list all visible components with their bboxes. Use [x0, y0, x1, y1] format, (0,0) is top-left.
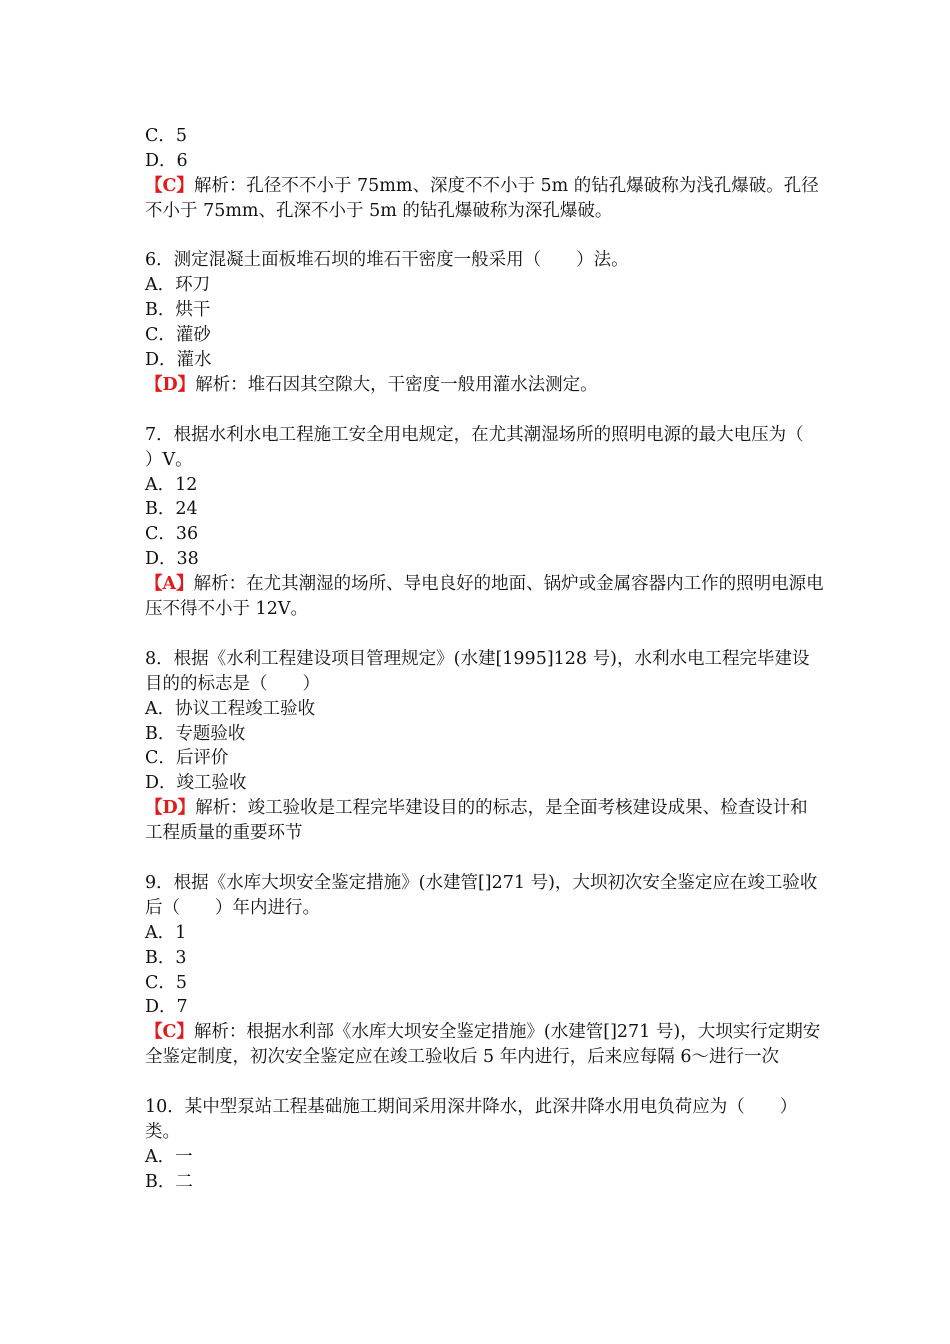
explanation-text: 解析：在尤其潮湿的场所、导电良好的地面、锅炉或金属容器内工作的照明电源电压不得不小于 12V。 [145, 574, 824, 620]
explanation-text: 解析：孔径不不小于 75mm、深度不不小于 5m 的钻孔爆破称为浅孔爆破。孔径不小于 75mm、孔深不小于 5m 的钻孔爆破称为深孔爆破。 [145, 175, 819, 221]
question-6 [145, 248, 825, 397]
option-b: B．烘干 [145, 300, 211, 321]
question-5-tail [145, 124, 825, 224]
answer-explanation [145, 373, 825, 398]
question-stem: 6．测定混凝土面板堆石坝的堆石干密度一般采用（ ）法。 [145, 250, 629, 271]
option-c: C．5 [145, 126, 188, 146]
option-c: C．灌砂 [145, 325, 211, 346]
answer-tag: 【A】 [145, 574, 194, 595]
question-stem: 8．根据《水利工程建设项目管理规定》(水建[1995]128 号)，水利水电工程完毕建设目的的标志是（ ） [145, 648, 810, 694]
option-d: D．6 [145, 150, 188, 171]
question-stem: 9．根据《水库大坝安全鉴定措施》(水建管[]271 号)，大坝初次安全鉴定应在竣工验收后（ ）年内进行。 [145, 872, 818, 918]
answer-explanation [145, 174, 825, 224]
option-a: A．1 [145, 922, 187, 943]
question-8 [145, 647, 825, 846]
option-a: A．协议工程竣工验收 [145, 698, 316, 719]
explanation-text: 解析：堆石因其空隙大，干密度一般用灌水法测定。 [195, 374, 598, 395]
option-c: C．5 [145, 972, 188, 993]
question-9 [145, 871, 825, 1070]
question-stem: 10．某中型泵站工程基础施工期间采用深井降水，此深井降水用电负荷应为（ ）类。 [145, 1096, 798, 1142]
question-10 [145, 1095, 825, 1195]
option-a: A．环刀 [145, 275, 211, 296]
option-d: D．灌水 [145, 350, 212, 371]
question-stem: 7．根据水利水电工程施工安全用电规定，在尤其潮湿场所的照明电源的最大电压为（ ）V。 [145, 424, 839, 470]
option-b: B．二 [145, 1171, 193, 1192]
option-b: B．3 [145, 947, 187, 968]
explanation-text: 解析：根据水利部《水库大坝安全鉴定措施》(水建管[]271 号)，大坝实行定期安全鉴定制度，初次安全鉴定应在竣工验收后 5 年内进行，后来应每隔 6～进行一次 [145, 1022, 821, 1068]
option-d: D．7 [145, 997, 188, 1018]
document-page [145, 124, 839, 1195]
option-a: A．12 [145, 474, 198, 495]
option-a: A．一 [145, 1146, 193, 1167]
question-7 [145, 423, 839, 622]
answer-explanation [145, 796, 825, 846]
option-b: B．专题验收 [145, 723, 246, 744]
option-c: C．36 [145, 524, 199, 545]
option-c: C．后评价 [145, 748, 229, 769]
option-d: D．竣工验收 [145, 773, 247, 794]
option-d: D．38 [145, 549, 199, 570]
answer-explanation [145, 572, 825, 622]
answer-tag: 【C】 [145, 175, 194, 196]
answer-tag: 【D】 [145, 798, 196, 819]
answer-explanation [145, 1020, 825, 1070]
explanation-text: 解析：竣工验收是工程完毕建设目的的标志，是全面考核建设成果、检查设计和工程质量的重要环节 [145, 798, 808, 844]
answer-tag: 【D】 [145, 374, 196, 395]
option-b: B．24 [145, 499, 198, 520]
answer-tag: 【C】 [145, 1022, 194, 1043]
